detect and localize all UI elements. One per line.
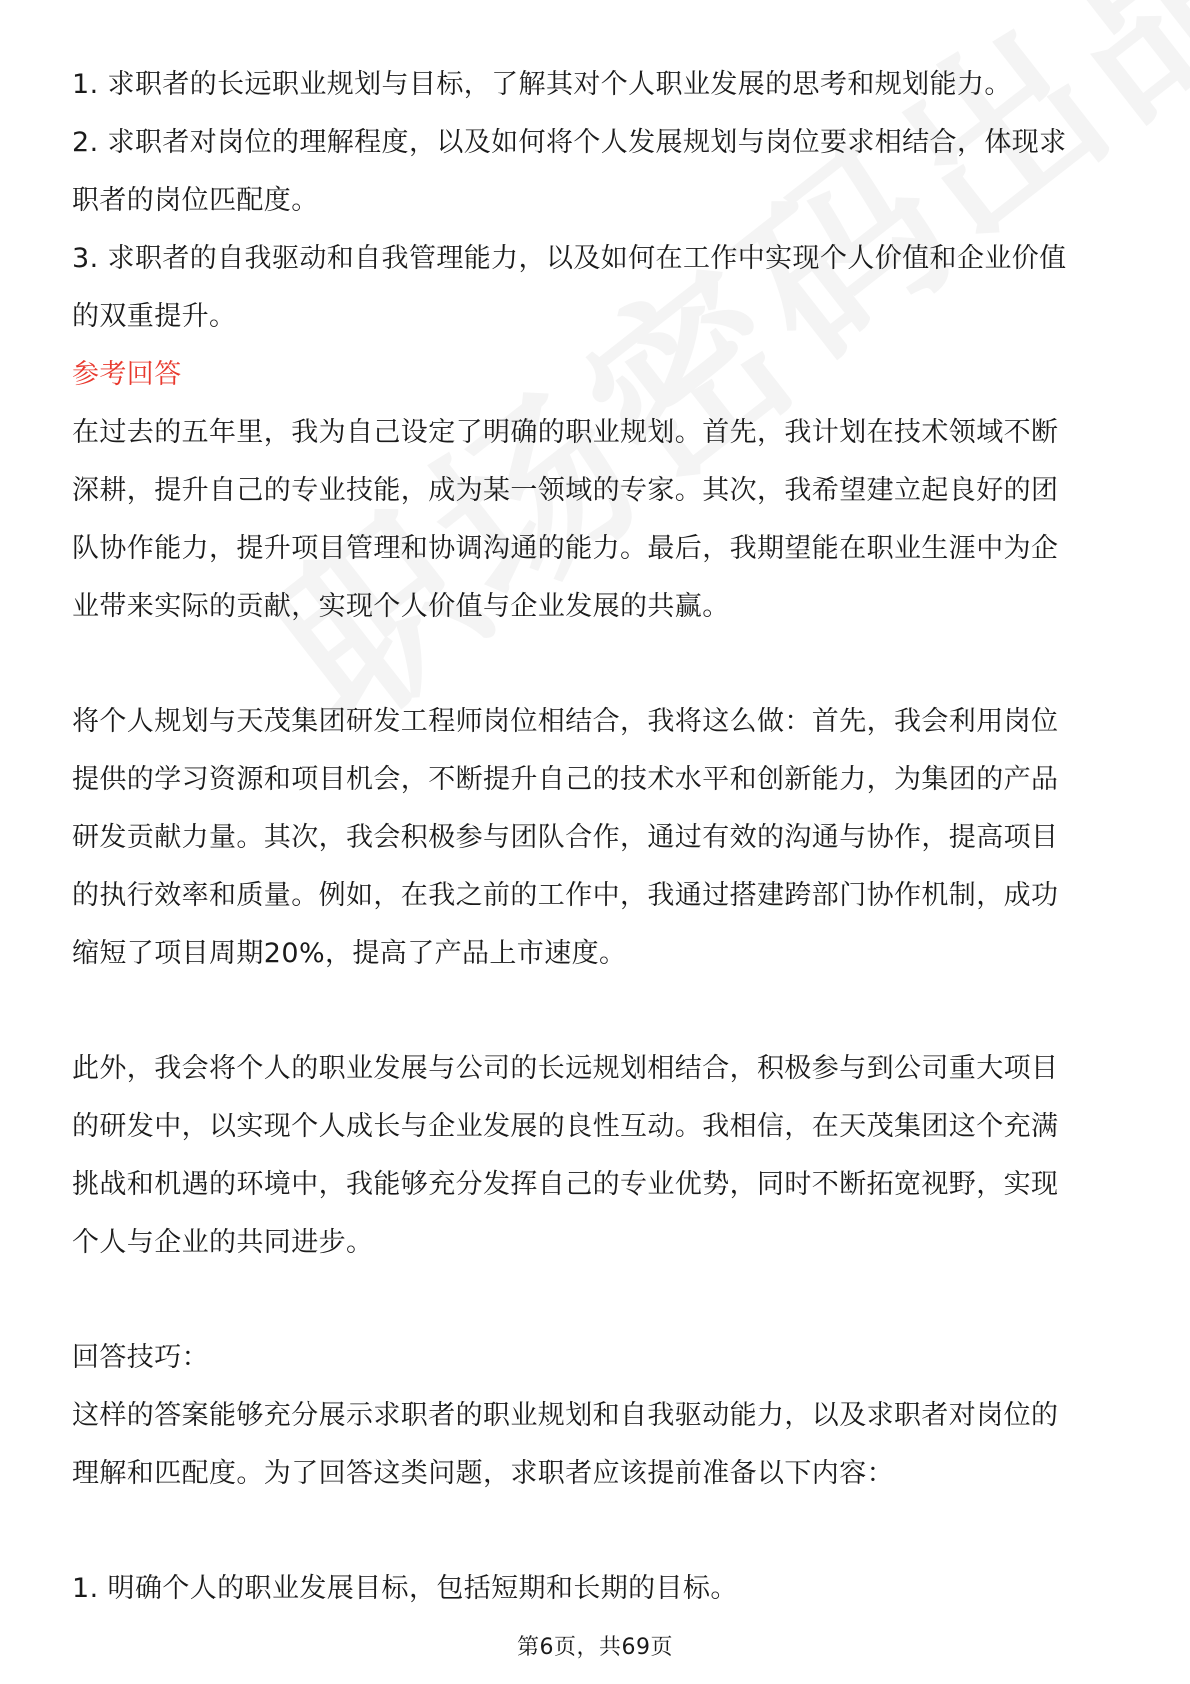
text-line: 职者的岗位匹配度。 <box>72 185 319 216</box>
intent-item-3 <box>72 230 1122 346</box>
tips-paragraph <box>72 1387 1122 1503</box>
intent-item-2 <box>72 114 1122 230</box>
paragraph-spacer <box>72 1503 1122 1560</box>
text-line: 在过去的五年里，我为自己设定了明确的职业规划。首先，我计划在技术领域不断 <box>72 417 1059 448</box>
text-line: 2. 求职者对岗位的理解程度，以及如何将个人发展规划与岗位要求相结合，体现求 <box>72 127 1067 158</box>
text-line: 缩短了项目周期20%，提高了产品上市速度。 <box>72 938 627 969</box>
answer-paragraph-1 <box>72 404 1122 636</box>
text-line: 深耕，提升自己的专业技能，成为某一领域的专家。其次，我希望建立起良好的团 <box>72 475 1059 506</box>
text-line: 此外，我会将个人的职业发展与公司的长远规划相结合，积极参与到公司重大项目 <box>72 1053 1059 1084</box>
paragraph-spacer <box>72 1272 1122 1329</box>
text-line: 1. 求职者的长远职业规划与目标，了解其对个人职业发展的思考和规划能力。 <box>72 69 1012 100</box>
reference-answer-heading: 参考回答 <box>72 359 182 390</box>
text-line: 挑战和机遇的环境中，我能够充分发挥自己的专业优势，同时不断拓宽视野，实现 <box>72 1169 1059 1200</box>
text-line: 的双重提升。 <box>72 301 237 332</box>
tips-heading: 回答技巧： <box>72 1342 209 1373</box>
answer-paragraph-3 <box>72 1040 1122 1272</box>
text-line: 3. 求职者的自我驱动和自我管理能力，以及如何在工作中实现个人价值和企业价值 <box>72 243 1067 274</box>
document-body <box>72 56 1122 1618</box>
paragraph-spacer <box>72 636 1122 693</box>
text-line: 的研发中，以实现个人成长与企业发展的良性互动。我相信，在天茂集团这个充满 <box>72 1111 1059 1142</box>
text-line: 业带来实际的贡献，实现个人价值与企业发展的共赢。 <box>72 591 730 622</box>
paragraph-spacer <box>72 983 1122 1040</box>
text-line: 研发贡献力量。其次，我会积极参与团队合作，通过有效的沟通与协作，提高项目 <box>72 822 1059 853</box>
prep-item-1 <box>72 1560 1122 1618</box>
text-line: 将个人规划与天茂集团研发工程师岗位相结合，我将这么做：首先，我会利用岗位 <box>72 706 1059 737</box>
text-line: 这样的答案能够充分展示求职者的职业规划和自我驱动能力，以及求职者对岗位的 <box>72 1400 1059 1431</box>
text-line: 理解和匹配度。为了回答这类问题，求职者应该提前准备以下内容： <box>72 1458 894 1489</box>
page-number: 第6页，共69页 <box>517 1635 673 1660</box>
text-line: 的执行效率和质量。例如，在我之前的工作中，我通过搭建跨部门协作机制，成功 <box>72 880 1059 911</box>
text-line: 提供的学习资源和项目机会，不断提升自己的技术水平和创新能力，为集团的产品 <box>72 764 1059 795</box>
text-line: 1. 明确个人的职业发展目标，包括短期和长期的目标。 <box>72 1573 738 1604</box>
text-line: 队协作能力，提升项目管理和协调沟通的能力。最后，我期望能在职业生涯中为企 <box>72 533 1059 564</box>
answer-paragraph-2 <box>72 693 1122 983</box>
text-line: 个人与企业的共同进步。 <box>72 1227 374 1258</box>
intent-item-1 <box>72 56 1122 114</box>
